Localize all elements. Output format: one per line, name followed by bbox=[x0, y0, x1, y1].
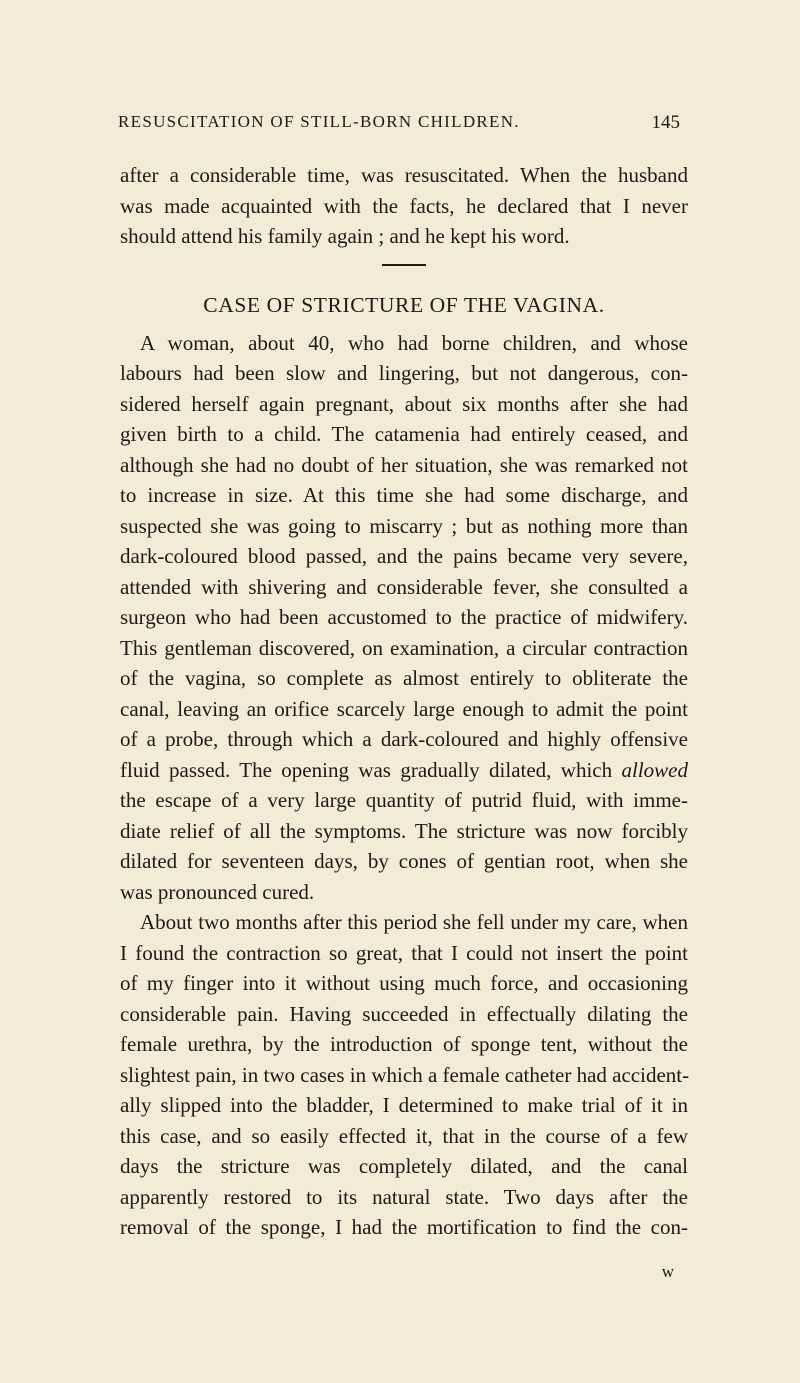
paragraph-treatment bbox=[120, 907, 688, 1243]
text-line: dilated for seventeen days, by cones of gentian root, when she bbox=[120, 849, 688, 873]
text-line: of the vagina, so complete as almost entirely to obliterate the bbox=[120, 666, 688, 690]
text-line: canal, leaving an orifice scarcely large enough to admit the point bbox=[120, 696, 688, 721]
text-line: sidered herself again pregnant, about six months after she had bbox=[120, 391, 688, 416]
section-heading: CASE OF STRICTURE OF THE VAGINA. bbox=[203, 292, 605, 317]
text-segment: fluid passed. The opening was gradually dilated, which bbox=[120, 757, 613, 782]
paragraph-continuation bbox=[120, 160, 688, 252]
text-line: the escape of a very large quantity of putrid fluid, with imme- bbox=[120, 788, 688, 812]
text-line: was made acquainted with the facts, he declared that I never bbox=[120, 193, 688, 218]
text-line: I found the contraction so great, that I could not insert the point bbox=[120, 940, 688, 965]
signature-mark: w bbox=[661, 1261, 674, 1281]
text-line: considerable pain. Having succeeded in effectually dilating the bbox=[120, 1001, 688, 1026]
text-line: female urethra, by the introduction of sponge tent, without the bbox=[120, 1032, 688, 1056]
text-line: days the stricture was completely dilated, and the canal bbox=[120, 1154, 688, 1178]
text-line: to increase in size. At this time she had some discharge, and bbox=[120, 483, 688, 507]
text-line: suspected she was going to miscarry ; but as nothing more than bbox=[120, 513, 688, 538]
text-line: surgeon who had been accustomed to the practice of midwifery. bbox=[120, 605, 688, 629]
text-line: apparently restored to its natural state. Two days after the bbox=[120, 1184, 688, 1209]
text-line: given birth to a child. The catamenia had entirely ceased, and bbox=[120, 422, 688, 446]
running-title: RESUSCITATION OF STILL-BORN CHILDREN. bbox=[118, 112, 520, 131]
body-text bbox=[120, 160, 688, 1287]
text-line: slightest pain, in two cases in which a female catheter had accident- bbox=[120, 1062, 690, 1087]
text-line: removal of the sponge, I had the mortification to find the con- bbox=[120, 1215, 688, 1239]
text-line: About two months after this period she fell under my care, when bbox=[140, 910, 688, 934]
text-line: ally slipped into the bladder, I determined to make trial of it in bbox=[120, 1093, 688, 1117]
running-head bbox=[118, 112, 680, 142]
text-line: of my finger into it without using much force, and occasioning bbox=[120, 971, 688, 995]
text-line-with-italic bbox=[120, 755, 688, 786]
text-line: attended with shivering and considerable fever, she consulted a bbox=[120, 574, 688, 599]
text-line: A woman, about 40, who had borne children, and whose bbox=[140, 330, 688, 355]
section-divider bbox=[382, 264, 426, 266]
text-line: This gentleman discovered, on examination, a circular contraction bbox=[120, 635, 688, 660]
paragraph-case-history bbox=[120, 328, 688, 908]
text-line: should attend his family again ; and he kept his word. bbox=[120, 224, 570, 248]
text-line: dark-coloured blood passed, and the pains became very severe, bbox=[120, 544, 688, 568]
text-line: of a probe, through which a dark-coloured and highly offensive bbox=[120, 727, 688, 751]
text-line: labours had been slow and lingering, but not dangerous, con- bbox=[120, 361, 688, 385]
text-line: this case, and so easily effected it, that in the course of a few bbox=[120, 1123, 688, 1148]
italic-word: allowed bbox=[621, 757, 688, 782]
text-line: diate relief of all the symptoms. The stricture was now forcibly bbox=[120, 818, 688, 843]
text-line: after a considerable time, was resuscitated. When the husband bbox=[120, 163, 688, 187]
page-number: 145 bbox=[651, 112, 680, 133]
text-line: although she had no doubt of her situation, she was remarked not bbox=[120, 452, 688, 477]
text-line: was pronounced cured. bbox=[120, 879, 315, 904]
